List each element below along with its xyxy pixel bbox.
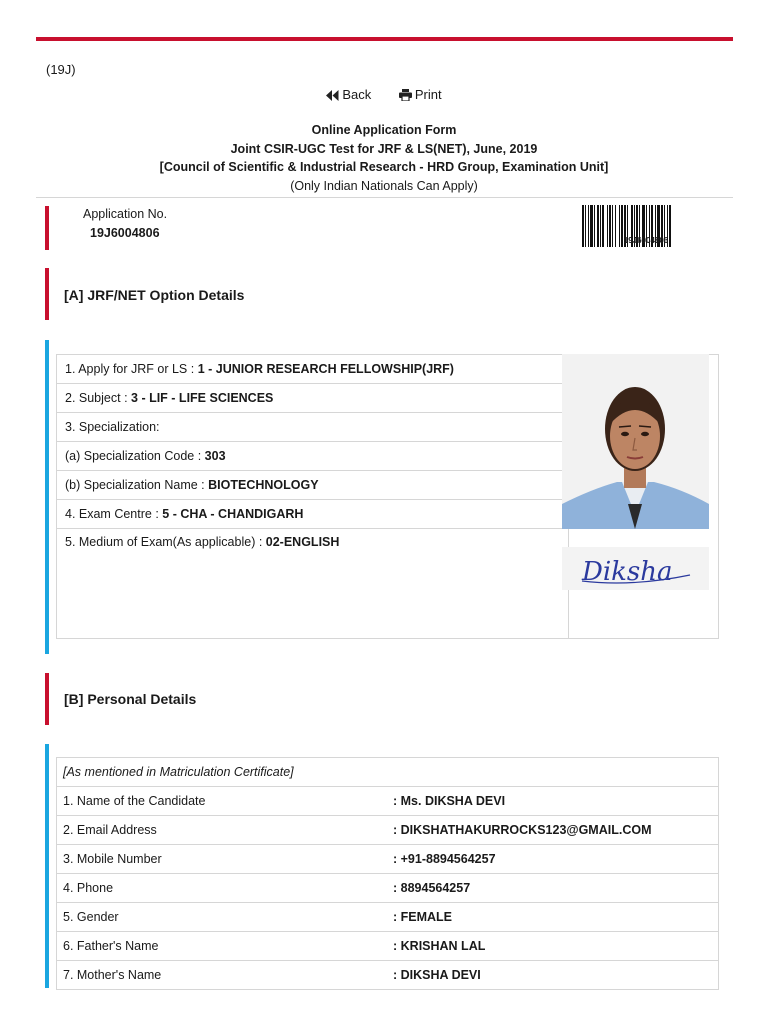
option-spec-name: (b) Specialization Name : BIOTECHNOLOGY [57, 471, 569, 500]
barcode-text: 19J6004806 [623, 236, 669, 245]
candidate-signature [562, 547, 709, 590]
nationality-note: (Only Indian Nationals Can Apply) [290, 178, 478, 193]
field-value: : DIKSHATHAKURROCKS123@GMAIL.COM [387, 816, 719, 845]
option-medium: 5. Medium of Exam(As applicable) : 02-ENGLISH [57, 529, 569, 564]
field-value: : +91-8894564257 [387, 845, 719, 874]
option-exam-centre: 4. Exam Centre : 5 - CHA - CHANDIGARH [57, 500, 569, 529]
section-a-accent [45, 268, 49, 320]
field-value: : Ms. DIKSHA DEVI [387, 787, 719, 816]
application-no-label: Application No. [83, 207, 168, 221]
table-row [57, 961, 719, 990]
option-spacer [57, 563, 569, 639]
print-button[interactable] [399, 87, 442, 102]
section-a-title: [A] JRF/NET Option Details [64, 287, 245, 303]
form-title: Online Application Form [311, 123, 457, 137]
rewind-icon [326, 90, 339, 101]
field-label: 4. Phone [57, 874, 388, 903]
field-label: 6. Father's Name [57, 932, 388, 961]
council-title: [Council of Scientific & Industrial Research - HRD Group, Examination Unit] [159, 160, 609, 174]
action-bar [0, 87, 768, 102]
back-button[interactable] [326, 87, 371, 102]
top-accent-rule [36, 37, 733, 41]
field-value: : FEMALE [387, 903, 719, 932]
field-value: : DIKSHA DEVI [387, 961, 719, 990]
back-label: Back [342, 87, 372, 102]
section-b-content-accent [45, 744, 49, 988]
option-subject: 2. Subject : 3 - LIF - LIFE SCIENCES [57, 384, 569, 413]
section-b-accent [45, 673, 49, 725]
print-label: Print [414, 87, 442, 102]
svg-text:Diksha: Diksha [582, 557, 673, 587]
header-divider [36, 197, 733, 198]
table-row [57, 758, 719, 787]
candidate-photo [562, 354, 709, 529]
table-row [57, 932, 719, 961]
option-specialization: 3. Specialization: [57, 413, 569, 442]
application-no-value: 19J6004806 [90, 226, 160, 240]
table-row [57, 816, 719, 845]
table-row [57, 903, 719, 932]
field-value: : 8894564257 [387, 874, 719, 903]
field-label: 2. Email Address [57, 816, 388, 845]
table-row [57, 787, 719, 816]
table-row [57, 845, 719, 874]
field-label: 1. Name of the Candidate [57, 787, 388, 816]
application-accent [45, 206, 49, 250]
table-row [57, 874, 719, 903]
form-code: (19J) [46, 62, 76, 77]
printer-icon [399, 89, 412, 101]
field-label: 7. Mother's Name [57, 961, 388, 990]
personal-details-table [56, 757, 719, 990]
field-label: 5. Gender [57, 903, 388, 932]
section-a-content-accent [45, 340, 49, 654]
form-header [0, 121, 768, 195]
field-label: 3. Mobile Number [57, 845, 388, 874]
exam-title: Joint CSIR-UGC Test for JRF & LS(NET), June, 2019 [230, 141, 538, 156]
section-b-title: [B] Personal Details [64, 691, 197, 707]
option-spec-code: (a) Specialization Code : 303 [57, 442, 569, 471]
matriculation-note: [As mentioned in Matriculation Certificate] [57, 758, 719, 787]
option-apply: 1. Apply for JRF or LS : 1 - JUNIOR RESEARCH FELLOWSHIP(JRF) [57, 355, 569, 384]
field-value: : KRISHAN LAL [387, 932, 719, 961]
